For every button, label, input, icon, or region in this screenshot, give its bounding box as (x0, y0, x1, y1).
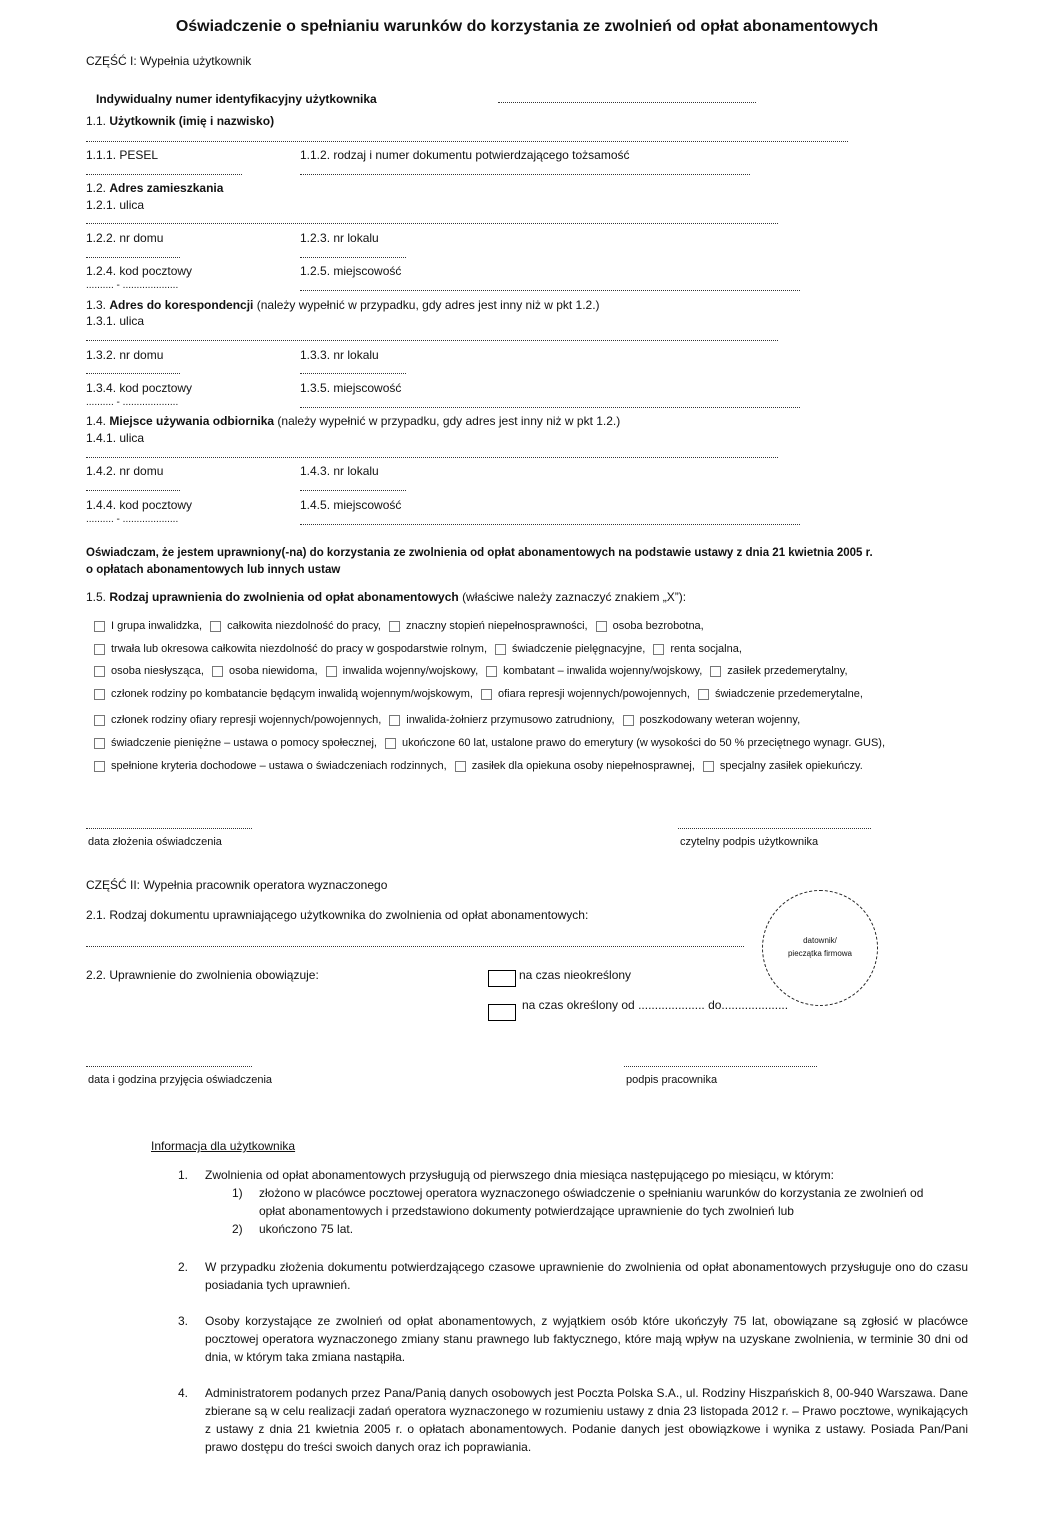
entitlement-checkbox[interactable] (486, 666, 497, 677)
entitlement-checkbox[interactable] (385, 738, 396, 749)
entitlement-label: członek rodziny ofiary represji wojennych/powojennych, (111, 714, 382, 726)
entitlement-checkbox[interactable] (94, 621, 105, 632)
document-type-field[interactable] (86, 946, 744, 947)
entitlement-label: ofiara represji wojennych/powojennych, (497, 688, 690, 700)
entitlement-option (481, 688, 690, 700)
entitlement-checkbox[interactable] (455, 761, 466, 772)
entitlement-label: spełnione kryteria dochodowe – ustawa o świadczeniach rodzinnych, (111, 760, 447, 772)
entitlement-checkbox[interactable] (596, 621, 607, 632)
acceptance-date-label: data i godzina przyjęcia oświadczenia (88, 1074, 273, 1086)
entitlement-checkbox[interactable] (94, 715, 105, 726)
postal-label-2: 1.3.4. kod pocztowy (86, 381, 193, 395)
house-label-3: 1.4.2. nr domu (86, 464, 164, 478)
flat-field-1[interactable] (300, 257, 406, 258)
entitlement-label: osoba niesłysząca, (111, 665, 204, 677)
postal-field-3[interactable]: .......... - .................... (86, 514, 179, 525)
user-signature-label: czytelny podpis użytkownika (680, 836, 819, 848)
info-sub-2: ukończono 75 lat. (259, 1222, 354, 1236)
checkbox-row (94, 688, 871, 700)
flat-label-3: 1.4.3. nr lokalu (300, 464, 379, 478)
entitlement-label: znaczny stopień niepełnosprawności, (406, 620, 588, 632)
entitlement-option (698, 688, 863, 700)
checkbox-row (94, 620, 712, 632)
info-item-2: W przypadku złożenia dokumentu potwierdzającego czasowe uprawnienie do zwolnienia od opłat abonamentowych przysługuje ono do czasu posiadania tych uprawnień. (205, 1260, 968, 1292)
street-label-1: 1.2.1. ulica (86, 198, 145, 212)
part1-heading: CZĘŚĆ I: Wypełnia użytkownik (86, 54, 252, 68)
entitlement-option (486, 665, 702, 677)
acceptance-date-field[interactable] (86, 1066, 252, 1067)
entitlement-option (389, 714, 614, 726)
checkbox-row (94, 760, 871, 772)
entitlement-label: I grupa inwalidzka, (111, 620, 203, 632)
entitlement-option (385, 737, 885, 749)
stamp-area (762, 890, 878, 1006)
definite-checkbox[interactable] (488, 1004, 516, 1021)
street-label-3: 1.4.1. ulica (86, 431, 145, 445)
entitlement-checkbox[interactable] (389, 715, 400, 726)
info-item-3: Osoby korzystające ze zwolnień od opłat abonamentowych, z wyjątkiem osób które ukończyły 75 lat, obowiązane są zgłosić w placówce pocztowej operatora wyznaczonego zmiany stanu prawnego lub faktycznego, które mają wpływ na uzyskane zwolnienia, w terminie 30 dni od dnia, w którym taka zmiana nastąpiła. (205, 1314, 968, 1364)
checkbox-row (94, 714, 808, 726)
street-field-2[interactable] (86, 340, 778, 341)
entitlement-option (94, 620, 202, 632)
entitlement-checkbox[interactable] (623, 715, 634, 726)
entitlement-option (94, 665, 204, 677)
postal-label-3: 1.4.4. kod pocztowy (86, 498, 193, 512)
entitlement-label: trwała lub okresowa całkowita niezdolność do pracy w gospodarstwie rolnym, (111, 643, 488, 655)
city-label-2: 1.3.5. miejscowość (300, 381, 402, 395)
entitlement-checkbox[interactable] (94, 761, 105, 772)
entitlement-option (389, 620, 588, 632)
house-label-1: 1.2.2. nr domu (86, 231, 164, 245)
entitlement-option (495, 643, 645, 655)
entitlement-option (94, 643, 487, 655)
entitlement-label: poszkodowany weteran wojenny, (639, 714, 801, 726)
house-field-2[interactable] (86, 373, 180, 374)
validity-label: 2.2. Uprawnienie do zwolnienia obowiązuje: (86, 968, 319, 982)
flat-field-2[interactable] (300, 373, 406, 374)
checkbox-row (94, 643, 750, 655)
id-document-field[interactable] (300, 174, 750, 175)
declaration-line-1: Oświadczam, że jestem uprawniony(-na) do korzystania ze zwolnienia od opłat abonamentowych na podstawie ustawy z dnia 21 kwietnia 2005 r. (86, 547, 873, 559)
info-heading: Informacja dla użytkownika (151, 1139, 296, 1153)
field-1-1: 1.1. Użytkownik (imię i nazwisko) (86, 114, 275, 128)
employee-signature-label: podpis pracownika (626, 1074, 718, 1086)
info-item-1: Zwolnienia od opłat abonamentowych przysługują od pierwszego dnia miesiąca następującego po miesiącu, w którym: (205, 1168, 835, 1182)
indefinite-checkbox[interactable] (488, 970, 516, 987)
stamp-label: datownik/ pieczątka firmowa (787, 936, 853, 958)
postal-field-2[interactable]: .......... - .................... (86, 397, 179, 408)
entitlement-checkbox[interactable] (495, 644, 506, 655)
part2-heading: CZĘŚĆ II: Wypełnia pracownik operatora wyznaczonego (86, 878, 388, 892)
entitlement-checkbox[interactable] (389, 621, 400, 632)
pesel-field[interactable] (86, 174, 242, 175)
entitlement-label: inwalida wojenny/wojskowy, (342, 665, 479, 677)
entitlement-label: inwalida-żołnierz przymusowo zatrudniony, (406, 714, 615, 726)
document-type-label: 2.1. Rodzaj dokumentu uprawniającego użytkownika do zwolnienia od opłat abonamentowych: (86, 908, 589, 922)
info-item-2-number: 2. (178, 1260, 189, 1274)
entitlement-checkbox[interactable] (481, 689, 492, 700)
entitlement-label: świadczenie pielęgnacyjne, (512, 643, 646, 655)
entitlement-option (94, 714, 381, 726)
employee-signature-field[interactable] (624, 1066, 817, 1067)
city-field-3[interactable] (300, 524, 800, 525)
entitlement-label: ukończone 60 lat, ustalone prawo do emerytury (w wysokości do 50 % przeciętnego wynagr. GUS), (402, 737, 886, 749)
entitlement-checkbox[interactable] (212, 666, 223, 677)
info-sub-2-number: 2) (232, 1222, 243, 1236)
info-item-4-number: 4. (178, 1386, 189, 1400)
id-document-label: 1.1.2. rodzaj i numer dokumentu potwierdzającego tożsamość (300, 148, 630, 162)
id-number-label: Indywidualny numer identyfikacyjny użytkownika (96, 92, 377, 106)
info-sub-1-line-2: opłat abonamentowych i przedstawiono dokumenty potwierdzające uprawnienie do tych zwolnień lub (259, 1204, 794, 1218)
user-signature-field[interactable] (678, 828, 871, 829)
city-field-2[interactable] (300, 407, 800, 408)
entitlement-checkbox[interactable] (94, 689, 105, 700)
indefinite-label: na czas nieokreślony (519, 968, 632, 982)
street-field-3[interactable] (86, 457, 778, 458)
user-name-field[interactable] (86, 141, 848, 142)
document-title: Oświadczenie o spełnianiu warunków do korzystania ze zwolnień od opłat abonamentowych (175, 18, 879, 35)
entitlement-checkbox[interactable] (653, 644, 664, 655)
info-item-1-number: 1. (178, 1168, 189, 1182)
submission-date-field[interactable] (86, 828, 252, 829)
entitlement-label: kombatant – inwalida wojenny/wojskowy, (503, 665, 703, 677)
entitlement-label: zasiłek dla opiekuna osoby niepełnosprawnej, (471, 760, 695, 772)
entitlement-option (703, 760, 863, 772)
entitlement-checkbox[interactable] (698, 689, 709, 700)
postal-field-1[interactable]: .......... - .................... (86, 280, 179, 291)
city-label-3: 1.4.5. miejscowość (300, 498, 402, 512)
entitlement-label: osoba bezrobotna, (612, 620, 704, 632)
street-field-1[interactable] (86, 223, 778, 224)
entitlement-label: renta socjalna, (670, 643, 742, 655)
entitlement-checkbox[interactable] (703, 761, 714, 772)
entitlement-checkbox[interactable] (710, 666, 721, 677)
entitlement-option (623, 714, 801, 726)
house-label-2: 1.3.2. nr domu (86, 348, 164, 362)
checkbox-row (94, 737, 893, 749)
entitlement-label: osoba niewidoma, (228, 665, 318, 677)
entitlement-checkbox[interactable] (210, 621, 221, 632)
entitlement-label: świadczenie pieniężne – ustawa o pomocy społecznej, (111, 737, 377, 749)
entitlement-checkbox[interactable] (94, 738, 105, 749)
definite-label: na czas określony od .................... do.................... (522, 998, 789, 1012)
entitlement-option (455, 760, 695, 772)
entitlement-label: członek rodziny po kombatancie będącym inwalidą wojennym/wojskowym, (111, 688, 473, 700)
entitlement-label: specjalny zasiłek opiekuńczy. (719, 760, 863, 772)
pesel-label: 1.1.1. PESEL (86, 148, 159, 162)
entitlement-checkbox[interactable] (94, 644, 105, 655)
city-field-1[interactable] (300, 290, 800, 291)
checkbox-row (94, 665, 856, 677)
city-label-1: 1.2.5. miejscowość (300, 264, 402, 278)
flat-label-2: 1.3.3. nr lokalu (300, 348, 379, 362)
info-sub-1-number: 1) (232, 1186, 243, 1200)
flat-label-1: 1.2.3. nr lokalu (300, 231, 379, 245)
id-number-field[interactable] (498, 102, 756, 103)
field-1-3: 1.3. Adres do korespondencji (należy wypełnić w przypadku, gdy adres jest inny niż w pkt 1.2.) (86, 298, 600, 312)
entitlement-option (212, 665, 318, 677)
flat-field-3[interactable] (300, 490, 406, 491)
field-1-5: 1.5. Rodzaj uprawnienia do zwolnienia od opłat abonamentowych (właściwe należy zaznaczyć znakiem „X”): (86, 590, 687, 604)
entitlement-label: świadczenie przedemerytalne, (714, 688, 863, 700)
house-field-3[interactable] (86, 490, 180, 491)
postal-label-1: 1.2.4. kod pocztowy (86, 264, 193, 278)
entitlement-option (710, 665, 847, 677)
field-1-4: 1.4. Miejsce używania odbiornika (należy wypełnić w przypadku, gdy adres jest inny niż w pkt 1.2.) (86, 414, 621, 428)
entitlement-option (94, 688, 473, 700)
submission-date-label: data złożenia oświadczenia (88, 836, 222, 848)
entitlement-label: zasiłek przedemerytalny, (727, 665, 848, 677)
entitlement-label: całkowita niezdolność do pracy, (227, 620, 381, 632)
entitlement-checkbox[interactable] (326, 666, 337, 677)
info-sub-1-line-1: złożono w placówce pocztowej operatora wyznaczonego oświadczenie o spełnianiu warunków do korzystania ze zwolnień od (259, 1186, 924, 1200)
info-item-4: Administratorem podanych przez Pana/Panią danych osobowych jest Poczta Polska S.A., ul. Rodziny Hiszpańskich 8, 00-940 Warszawa. Dane zbierane są w celu realizacji zadań operatora wyznaczonego w rozumieniu ustawy z dnia 23 listopada 2012 r. – Prawo pocztowe, wynikających z ustawy z dnia 21 kwietnia 2005 r. o opłatach abonamentowych. Podanie danych jest obowiązkowe i wynika z ustawy. Posiada Pan/Pani prawo dostępu do treści swoich danych oraz ich poprawiania. (205, 1386, 968, 1454)
info-item-3-number: 3. (178, 1314, 189, 1328)
entitlement-option (210, 620, 381, 632)
entitlement-option (653, 643, 742, 655)
entitlement-option (326, 665, 479, 677)
declaration-line-2: o opłatach abonamentowych lub innych ustaw (86, 564, 341, 576)
entitlement-checkbox[interactable] (94, 666, 105, 677)
entitlement-option (94, 760, 447, 772)
house-field-1[interactable] (86, 257, 180, 258)
street-label-2: 1.3.1. ulica (86, 314, 145, 328)
entitlement-option (596, 620, 704, 632)
field-1-2: 1.2. Adres zamieszkania (86, 181, 224, 195)
entitlement-option (94, 737, 377, 749)
